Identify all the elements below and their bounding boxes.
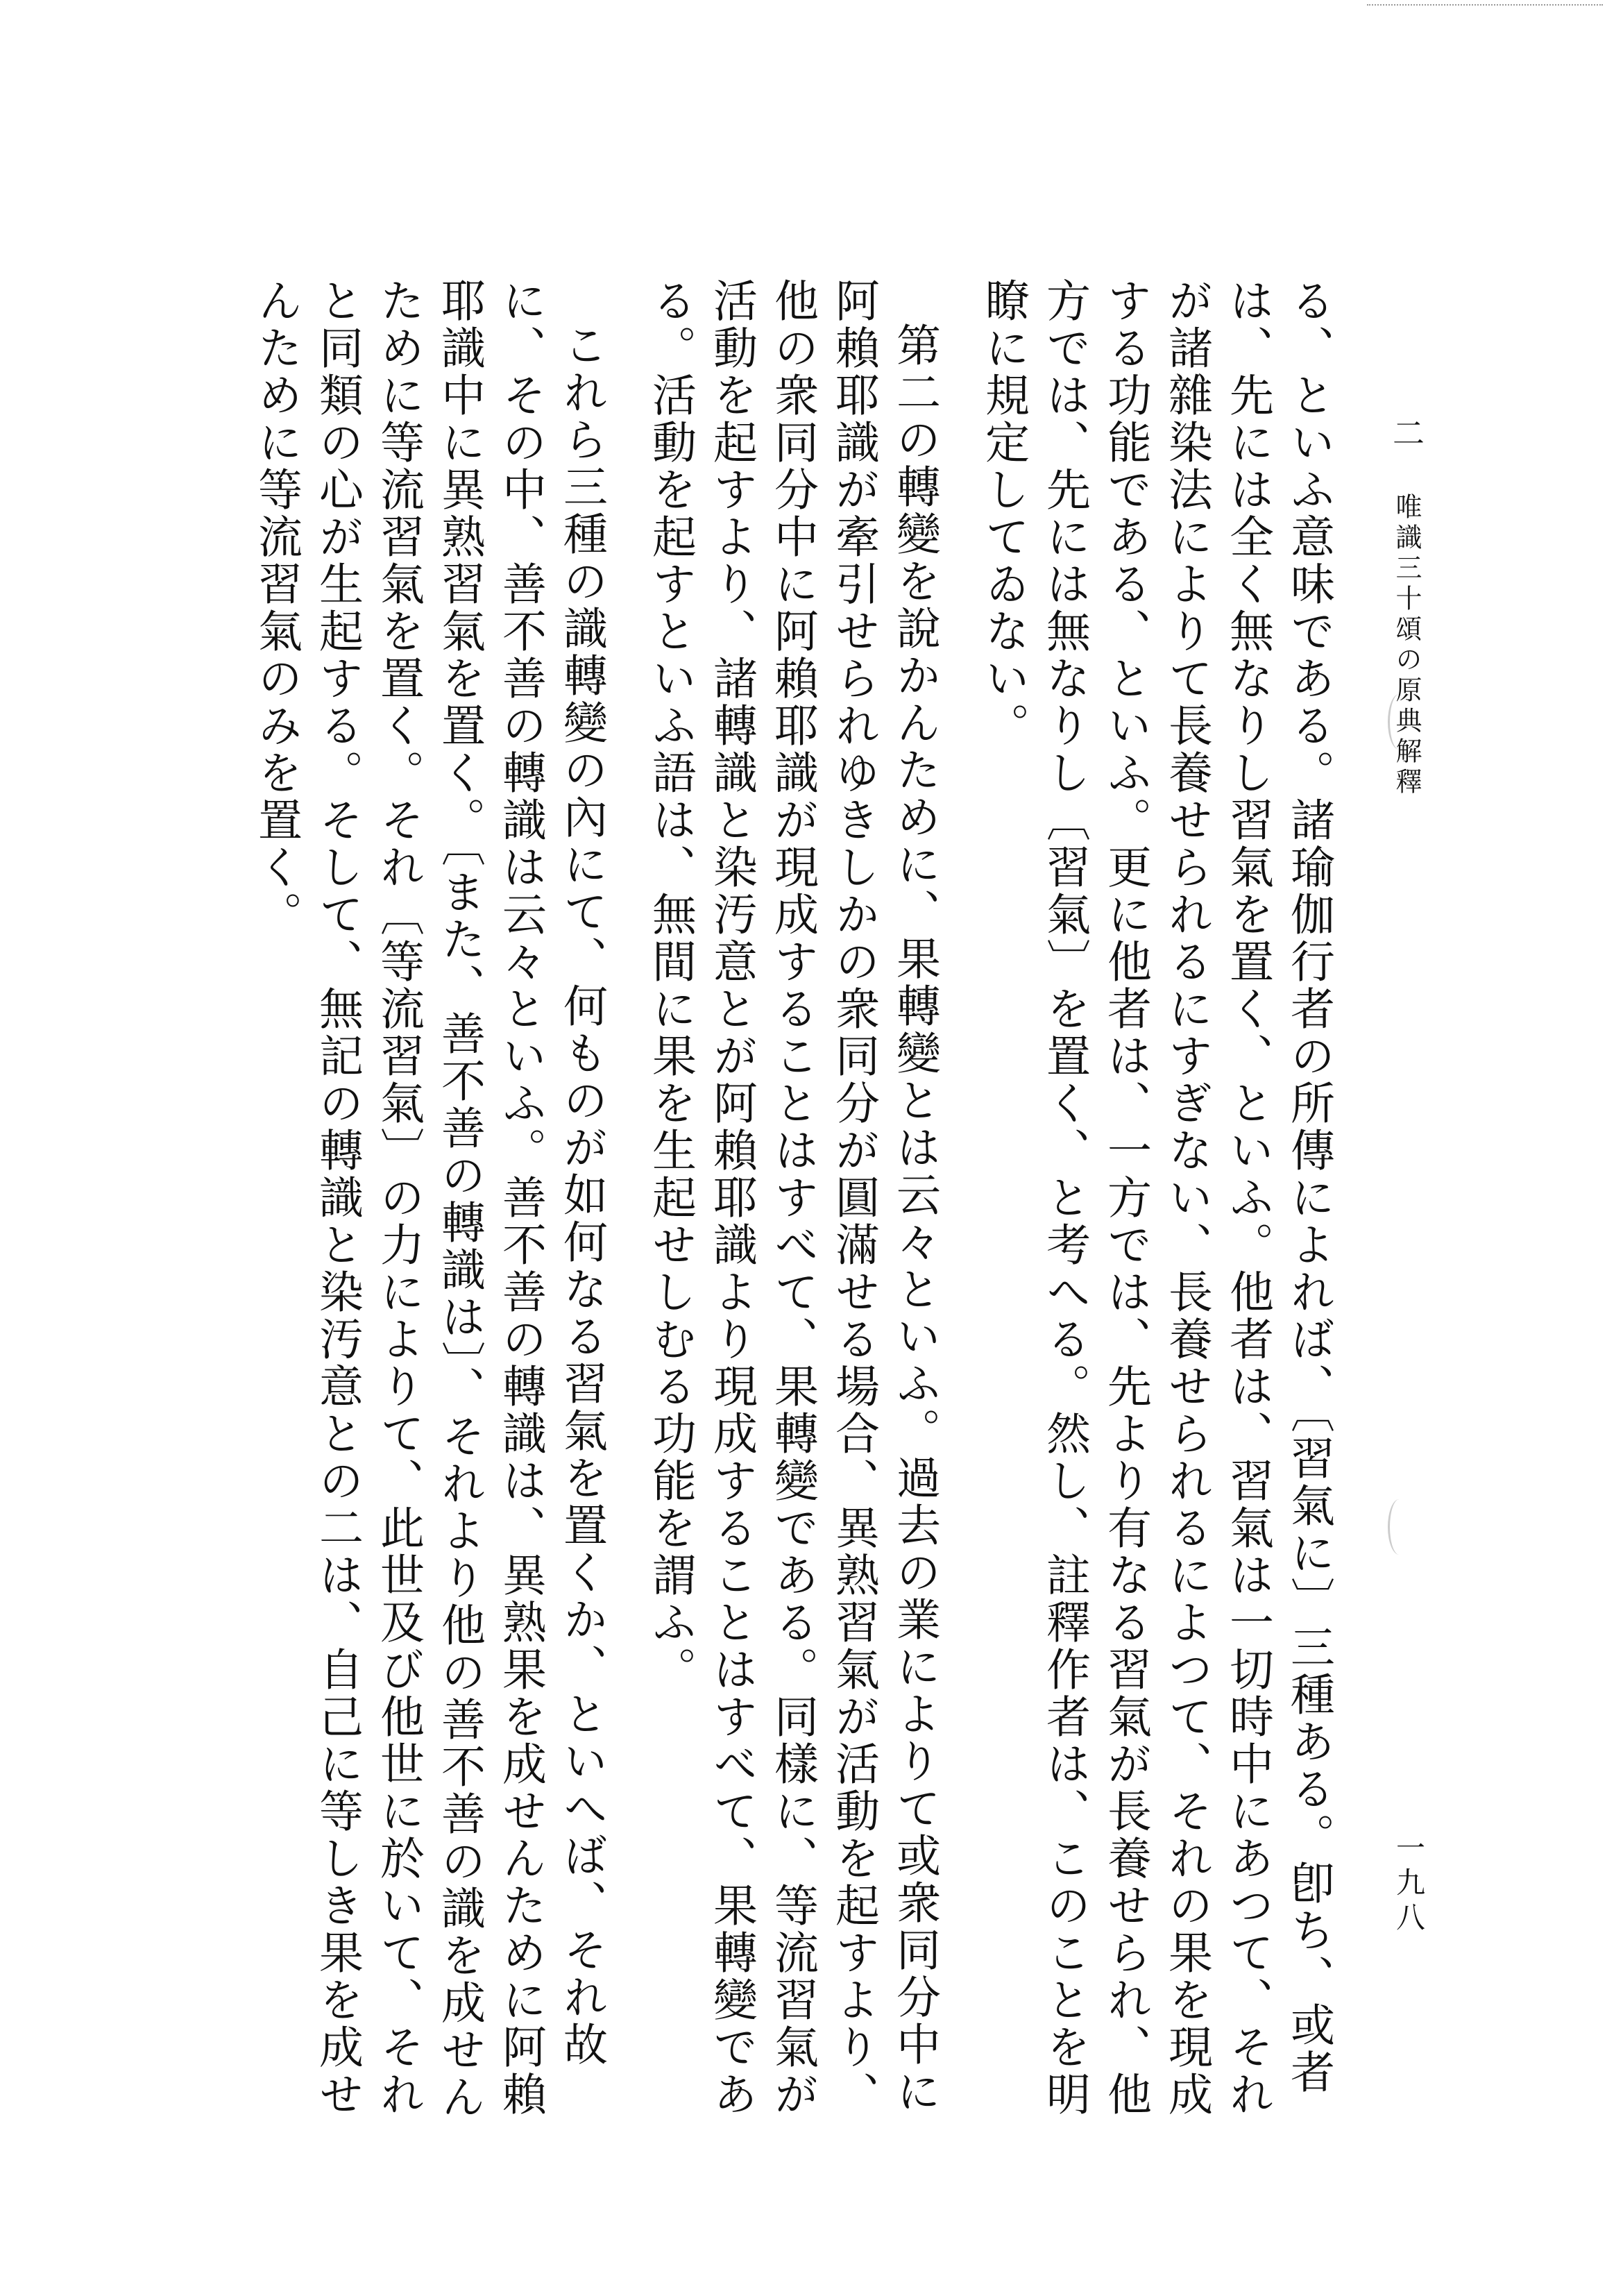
- stray-mark: [1388, 1499, 1411, 1555]
- paragraph-3: これら三種の識轉變の內にて、何ものが如何なる習氣を置くか、といへば、それ故に、その中、善不善の轉識は云々といふ。善不善の轉識は、異熟果を成せんために阿賴耶識中に異熟習氣を置く。〔また、善不善の轉識は〕、それより他の善不善の識を成せんために等流習氣を置く。それ〔等流習氣〕の力によりて、此世及び他世に於いて、それと同類の心が生起する。そして、無記の轉識と染汚意との二は、自己に等しき果を成せんために等流習氣のみを置く。: [250, 278, 607, 2121]
- body-text: [160, 278, 1339, 2152]
- section-number: 二: [1388, 416, 1425, 453]
- paragraph-2: 第二の轉變を說かんために、果轉變とは云々といふ。過去の業によりて或衆同分中に阿賴耶識が牽引せられゆきしかの衆同分が圓滿せる場合、異熟習氣が活動を起すより、他の衆同分中に阿賴耶識が現成することはすべて、果轉變である。同樣に、等流習氣が活動を起すより、諸轉識と染汚意とが阿賴耶識より現成することはすべて、果轉變である。活動を起すといふ語は、無間に果を生起せしむる功能を謂ふ。: [645, 278, 940, 2118]
- running-header: [1374, 416, 1429, 1388]
- paragraph-1: る、といふ意味である。諸瑜伽行者の所傳によれば、〔習氣に〕三種ある。卽ち、或者は、先には全く無なりし習氣を置く、といふ。他者は、習氣は一切時中にあつて、それが諸雜染法によりて長養せられるにすぎない、長養せられるによつて、それの果を現成する功能である、といふ。更に他者は、一方では、先より有なる習氣が長養せられ、他方では、先には無なりし〔習氣〕を置く、と考へる。然し、註釋作者は、このことを明瞭に規定してゐない。: [978, 278, 1334, 2118]
- stray-mark: [1388, 694, 1411, 750]
- running-title: 唯識三十頌の原典解釋: [1391, 493, 1422, 799]
- scan-mark: [1367, 4, 1603, 8]
- page-number: 一九八: [1392, 1832, 1426, 1936]
